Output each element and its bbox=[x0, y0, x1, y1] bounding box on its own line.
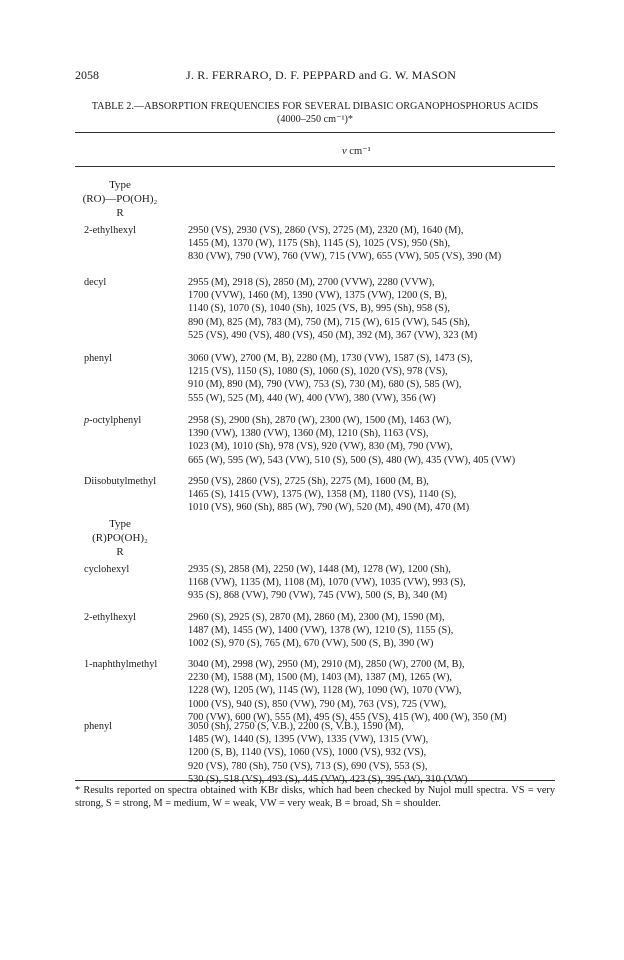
type-label: Type bbox=[109, 179, 131, 191]
frequency-line: 1487 (M), 1455 (W), 1400 (VW), 1378 (W), 1210 (S), 1155 (S), bbox=[188, 625, 454, 637]
frequency-line: 910 (M), 890 (M), 790 (VW), 753 (S), 730 (M), 680 (S), 585 (W), bbox=[188, 379, 462, 391]
frequency-line: 1000 (VS), 940 (S), 850 (VW), 790 (M), 763 (VS), 725 (VW), bbox=[188, 698, 447, 710]
frequency-line: 1465 (S), 1415 (VW), 1375 (W), 1358 (M), 1180 (VS), 1140 (S), bbox=[188, 489, 457, 501]
table-top-rule bbox=[75, 132, 555, 133]
frequency-list bbox=[188, 475, 568, 515]
frequency-line: 2230 (M), 1588 (M), 1500 (M), 1403 (M), 1387 (M), 1265 (W), bbox=[188, 672, 452, 684]
nu-symbol: ν bbox=[342, 146, 347, 157]
compound-name: phenyl bbox=[84, 353, 113, 364]
frequency-line: 2960 (S), 2925 (S), 2870 (M), 2860 (M), 2300 (M), 1590 (M), bbox=[188, 612, 445, 623]
compound-name: phenyl bbox=[84, 721, 113, 732]
frequency-list bbox=[188, 414, 568, 467]
compound-name: cyclohexyl bbox=[84, 564, 130, 575]
type-label: Type bbox=[109, 518, 131, 530]
table-title: TABLE 2.—ABSORPTION FREQUENCIES FOR SEVERAL DIBASIC ORGANOPHOSPHORUS ACIDS bbox=[91, 101, 539, 112]
frequency-line: 2935 (S), 2858 (M), 2250 (W), 1448 (M), 1278 (W), 1200 (Sh), bbox=[188, 564, 451, 575]
type-r-label: R bbox=[116, 207, 124, 219]
page-number: 2058 bbox=[75, 68, 99, 82]
frequency-line: 1010 (VS), 960 (Sh), 885 (W), 790 (W), 520 (M), 490 (M), 470 (M) bbox=[188, 502, 470, 514]
table-footnote: * Results reported on spectra obtained with KBr disks, which had been checked by Nujol mull spectra. VS = very strong, S = strong, M = medium, W = weak, VW = very weak, B = broad, Sh = shoulder. bbox=[75, 785, 555, 810]
compound-name: 2-ethylhexyl bbox=[84, 612, 137, 623]
wavenumber-unit: cm⁻¹ bbox=[349, 146, 371, 157]
frequency-list bbox=[188, 276, 568, 342]
frequency-line: 890 (M), 825 (M), 783 (M), 750 (M), 715 (W), 615 (VW), 545 (Sh), bbox=[188, 316, 470, 328]
type-formula: (RO)—PO(OH)₂ bbox=[82, 193, 158, 205]
frequency-line: 1140 (S), 1070 (S), 1040 (Sh), 1025 (VS, B), 995 (Sh), 958 (S), bbox=[188, 303, 450, 315]
frequency-line: 1215 (VS), 1150 (S), 1080 (S), 1060 (S), 1020 (VS), 978 (VS), bbox=[188, 366, 448, 378]
compound-prefix: p bbox=[84, 415, 90, 426]
frequency-line: 3040 (M), 2998 (W), 2950 (M), 2910 (M), 2850 (W), 2700 (M, B), bbox=[188, 659, 465, 670]
frequency-line: 1390 (VW), 1380 (VW), 1360 (M), 1210 (Sh), 1163 (VS), bbox=[188, 428, 429, 440]
frequency-line: 920 (VS), 780 (Sh), 750 (VS), 713 (S), 690 (VS), 553 (S), bbox=[188, 760, 428, 772]
frequency-line: 2958 (S), 2900 (Sh), 2870 (W), 2300 (W), 1500 (M), 1463 (W), bbox=[188, 415, 452, 426]
frequency-line: 1200 (S, B), 1140 (VS), 1060 (VS), 1000 (VS), 932 (VS), bbox=[188, 747, 427, 759]
header-bottom-rule bbox=[75, 166, 555, 167]
frequency-line: 1700 (VVW), 1460 (M), 1390 (VW), 1375 (VW), 1200 (S, B), bbox=[188, 290, 448, 302]
frequency-line: 530 (S), 518 (VS), 493 (S), 445 (VW), 423 (S), 395 (W), 310 (VW) bbox=[188, 773, 468, 785]
frequency-line: 1455 (M), 1370 (W), 1175 (Sh), 1145 (S), 1025 (VS), 950 (Sh), bbox=[188, 238, 451, 250]
frequency-line: 1023 (M), 1010 (Sh), 978 (VS), 920 (VW), 830 (M), 790 (VW), bbox=[188, 441, 453, 453]
compound-name: Diisobutylmethyl bbox=[84, 476, 157, 487]
compound-name: decyl bbox=[84, 277, 107, 288]
compound-name-rest: -octylphenyl bbox=[89, 415, 142, 426]
frequency-line: 1168 (VW), 1135 (M), 1108 (M), 1070 (VW), 1035 (VW), 993 (S), bbox=[188, 577, 466, 589]
compound-name: 1-naphthylmethyl bbox=[84, 659, 158, 670]
frequency-line: 1485 (W), 1440 (S), 1395 (VW), 1335 (VW), 1315 (VW), bbox=[188, 734, 429, 746]
group-type-header bbox=[75, 517, 165, 559]
frequency-line: 2950 (VS), 2860 (VS), 2725 (Sh), 2275 (M), 1600 (M, B), bbox=[188, 476, 429, 487]
frequency-line: 2955 (M), 2918 (S), 2850 (M), 2700 (VVW), 2280 (VVW), bbox=[188, 277, 435, 288]
frequency-line: 555 (W), 525 (M), 440 (W), 400 (VW), 380 (VW), 356 (W) bbox=[188, 392, 436, 404]
type-formula: (R)PO(OH)₂ bbox=[92, 532, 148, 544]
frequency-line: 1002 (S), 970 (S), 765 (M), 670 (VW), 500 (S, B), 390 (W) bbox=[188, 638, 434, 650]
frequency-line: 3050 (Sh), 2750 (S, V.B.), 2200 (S, V.B.), 1590 (M), bbox=[188, 721, 404, 732]
column-header bbox=[342, 145, 371, 157]
frequency-line: 700 (VW), 600 (W), 555 (M), 495 (S), 455 (VS), 415 (W), 400 (W), 350 (M) bbox=[188, 711, 507, 723]
running-header bbox=[75, 68, 555, 88]
table-caption bbox=[75, 100, 555, 126]
type-r-label: R bbox=[116, 546, 124, 558]
group-type-header bbox=[75, 178, 165, 220]
frequency-list bbox=[188, 352, 568, 405]
frequency-line: 1228 (W), 1205 (W), 1145 (W), 1128 (W), 1090 (W), 1070 (VW), bbox=[188, 685, 462, 697]
frequency-list bbox=[188, 563, 568, 603]
frequency-list bbox=[188, 658, 568, 724]
frequency-line: 935 (S), 868 (VW), 790 (VW), 745 (VW), 500 (S, B), 340 (M) bbox=[188, 590, 448, 602]
frequency-list bbox=[188, 611, 568, 651]
compound-name: 2-ethylhexyl bbox=[84, 225, 137, 236]
running-head-authors: J. R. FERRARO, D. F. PEPPARD and G. W. MASON bbox=[186, 68, 457, 82]
frequency-line: 3060 (VW), 2700 (M, B), 2280 (M), 1730 (VW), 1587 (S), 1473 (S), bbox=[188, 353, 473, 364]
frequency-line: 665 (W), 595 (W), 543 (VW), 510 (S), 500 (S), 480 (W), 435 (VW), 405 (VW) bbox=[188, 454, 516, 466]
table-range: (4000–250 cm⁻¹)* bbox=[276, 114, 354, 125]
table-bottom-rule bbox=[75, 780, 555, 781]
compound-name bbox=[84, 414, 141, 428]
frequency-line: 830 (VW), 790 (VW), 760 (VW), 715 (VW), 655 (VW), 505 (VS), 390 (M) bbox=[188, 251, 502, 263]
frequency-line: 525 (VS), 490 (VS), 480 (VS), 450 (M), 392 (M), 367 (VW), 323 (M) bbox=[188, 329, 478, 341]
frequency-line: 2950 (VS), 2930 (VS), 2860 (VS), 2725 (M), 2320 (M), 1640 (M), bbox=[188, 225, 464, 236]
frequency-list bbox=[188, 224, 568, 264]
frequency-list bbox=[188, 720, 568, 786]
